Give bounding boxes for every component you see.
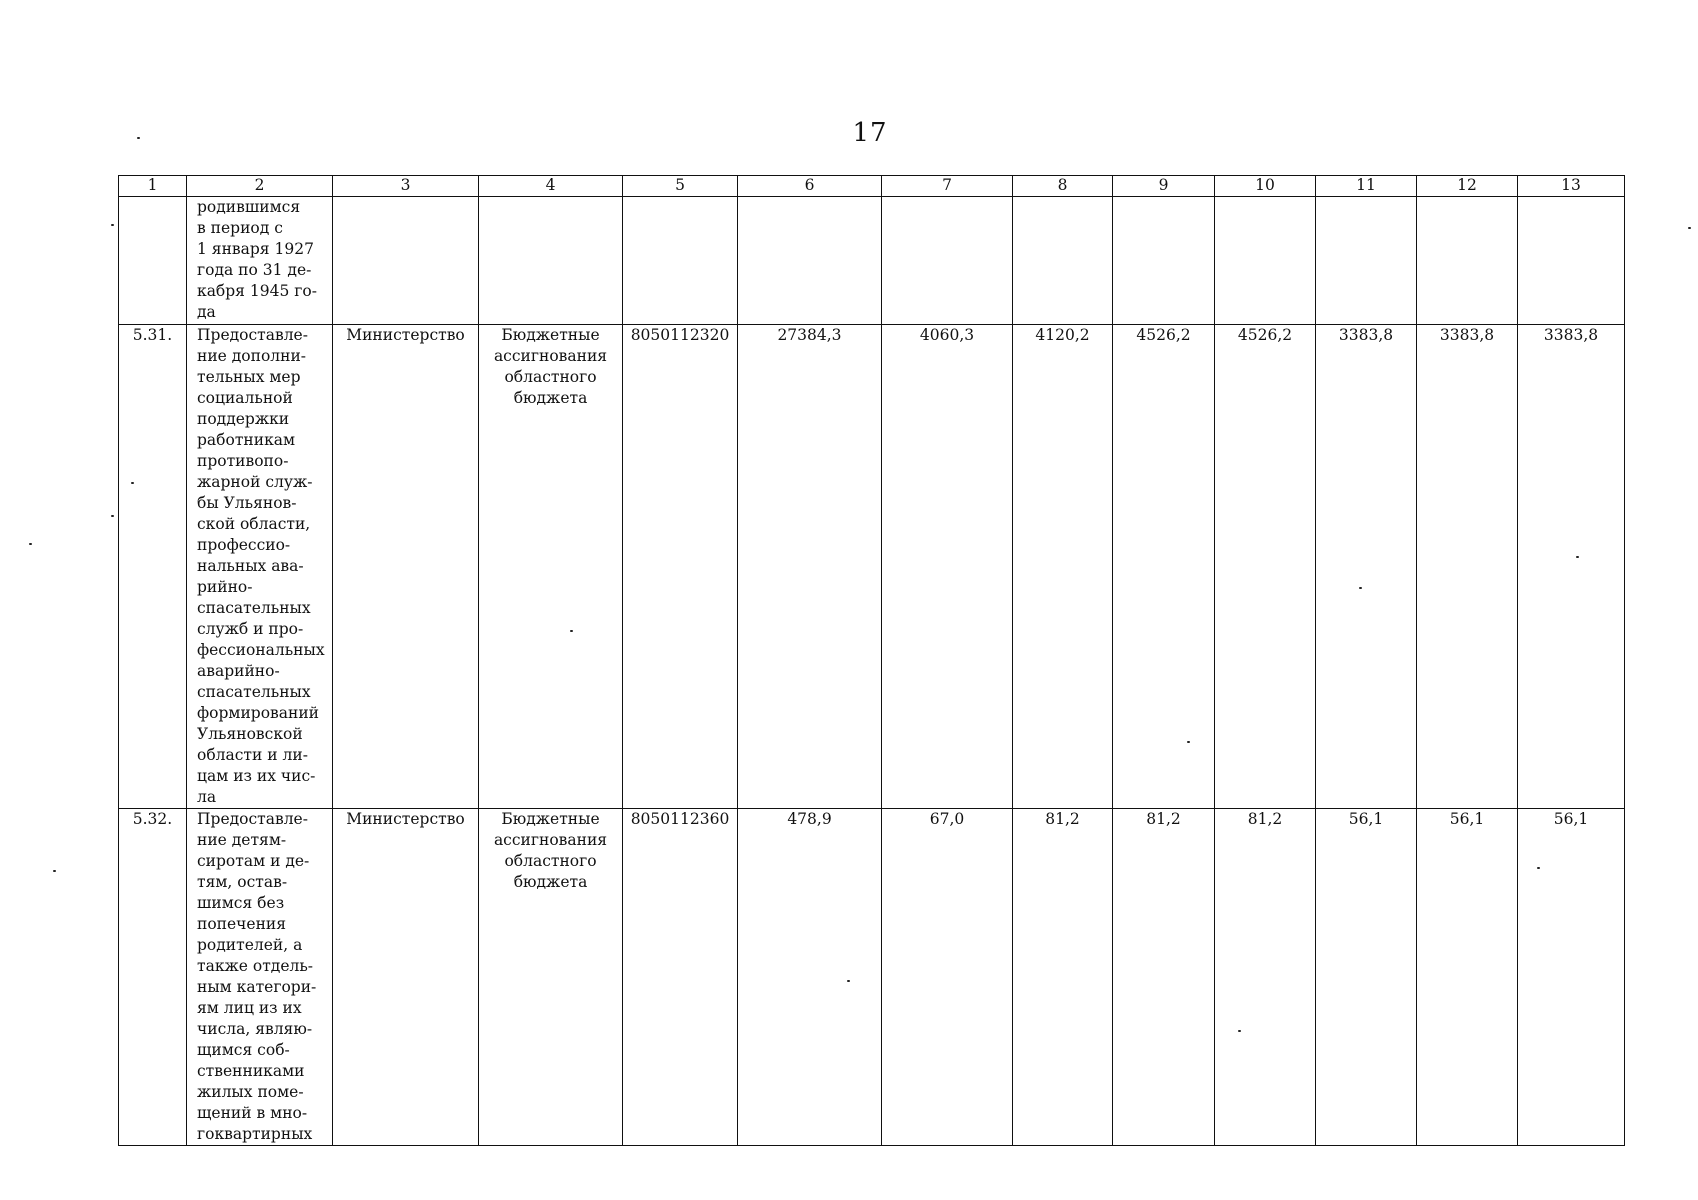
amount-cell: 4526,2 <box>1215 325 1316 809</box>
scan-speck <box>137 137 140 139</box>
funding-source-cell: Бюджетные ассигнования областного бюджета <box>479 809 623 1146</box>
amount-cell: 81,2 <box>1113 809 1215 1146</box>
executor-cell <box>333 197 479 325</box>
scan-speck <box>53 870 56 872</box>
scan-speck <box>111 515 114 517</box>
amount-cell <box>1417 197 1518 325</box>
amount-cell: 56,1 <box>1316 809 1417 1146</box>
amount-cell <box>882 197 1013 325</box>
amount-cell: 56,1 <box>1417 809 1518 1146</box>
column-number-row <box>119 176 1625 197</box>
budget-code-cell <box>623 197 738 325</box>
amount-cell: 81,2 <box>1013 809 1113 1146</box>
amount-cell: 3383,8 <box>1518 325 1625 809</box>
amount-cell: 3383,8 <box>1417 325 1518 809</box>
amount-cell: 27384,3 <box>738 325 882 809</box>
amount-cell: 3383,8 <box>1316 325 1417 809</box>
scan-speck <box>1537 867 1540 869</box>
table-row <box>119 809 1625 1146</box>
column-header: 4 <box>479 176 623 197</box>
amount-cell: 4060,3 <box>882 325 1013 809</box>
scan-speck <box>1576 556 1579 558</box>
scan-speck <box>847 980 850 982</box>
executor-cell: Министерство <box>333 809 479 1146</box>
column-header: 8 <box>1013 176 1113 197</box>
amount-cell <box>1518 197 1625 325</box>
column-header: 7 <box>882 176 1013 197</box>
amount-cell <box>738 197 882 325</box>
page-number: 17 <box>852 118 888 148</box>
column-header: 1 <box>119 176 187 197</box>
budget-code-cell: 8050112360 <box>623 809 738 1146</box>
scan-speck <box>131 482 134 484</box>
budget-code-cell: 8050112320 <box>623 325 738 809</box>
amount-cell <box>1316 197 1417 325</box>
column-header: 3 <box>333 176 479 197</box>
scan-speck <box>1359 587 1362 589</box>
amount-cell <box>1215 197 1316 325</box>
executor-cell: Министерство <box>333 325 479 809</box>
amount-cell <box>1013 197 1113 325</box>
funding-source-cell: Бюджетные ассигнования областного бюджета <box>479 325 623 809</box>
amount-cell: 56,1 <box>1518 809 1625 1146</box>
table-row <box>119 197 1625 325</box>
amount-cell: 81,2 <box>1215 809 1316 1146</box>
budget-table <box>118 175 1625 1146</box>
column-header: 10 <box>1215 176 1316 197</box>
measure-description-cell: Предоставле- ние детям- сиротам и де- тям, остав- шимся без попечения родителей, а также отдель- ным категори- ям лиц из их числа, являю- щимся соб- ственниками жилых поме- щений в мно- гоквартирных <box>187 809 333 1146</box>
column-header: 12 <box>1417 176 1518 197</box>
row-number-cell: 5.31. <box>119 325 187 809</box>
scan-speck <box>1187 741 1190 743</box>
scan-speck <box>1238 1030 1241 1032</box>
funding-source-cell <box>479 197 623 325</box>
column-header: 11 <box>1316 176 1417 197</box>
amount-cell: 478,9 <box>738 809 882 1146</box>
row-number-cell <box>119 197 187 325</box>
column-header: 2 <box>187 176 333 197</box>
scan-speck <box>570 630 573 632</box>
scan-speck <box>1688 227 1691 229</box>
amount-cell: 4120,2 <box>1013 325 1113 809</box>
measure-description-cell: Предоставле- ние дополни- тельных мер социальной поддержки работникам противопо- жарной служ- бы Ульянов- ской области, профессио- нальных ава- рийно- спасательных служб и про- фессиональных аварийно- спасательных формирований Ульяновской области и ли- цам из их чис- ла <box>187 325 333 809</box>
column-header: 5 <box>623 176 738 197</box>
scan-speck <box>29 543 32 545</box>
scan-speck <box>111 224 114 226</box>
amount-cell <box>1113 197 1215 325</box>
amount-cell: 67,0 <box>882 809 1013 1146</box>
table-row <box>119 325 1625 809</box>
column-header: 13 <box>1518 176 1625 197</box>
column-header: 9 <box>1113 176 1215 197</box>
column-header: 6 <box>738 176 882 197</box>
amount-cell: 4526,2 <box>1113 325 1215 809</box>
row-number-cell: 5.32. <box>119 809 187 1146</box>
measure-description-cell: родившимся в период с 1 января 1927 года по 31 де- кабря 1945 го- да <box>187 197 333 325</box>
